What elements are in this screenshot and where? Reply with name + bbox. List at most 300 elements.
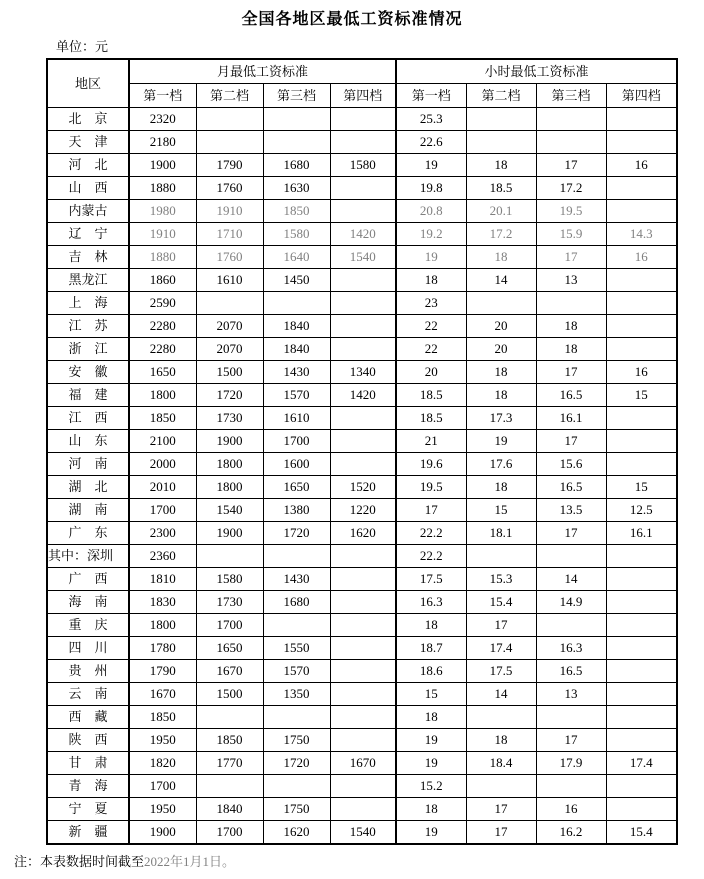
- hourly-tier-2-cell: 18: [466, 476, 536, 499]
- monthly-tier-3-cell: 1610: [263, 407, 330, 430]
- hourly-tier-4-cell: 15.4: [606, 821, 677, 845]
- monthly-tier-4-cell: 1220: [330, 499, 396, 522]
- monthly-tier-2-cell: 1900: [196, 522, 263, 545]
- monthly-tier-4-cell: [330, 591, 396, 614]
- hourly-tier-3-cell: 16.2: [536, 821, 606, 845]
- monthly-tier-3-cell: 1430: [263, 568, 330, 591]
- hourly-tier-4-cell: 15: [606, 476, 677, 499]
- hourly-tier-4-cell: [606, 338, 677, 361]
- table-row: [47, 683, 677, 706]
- region-cell: 湖 北: [47, 476, 129, 499]
- region-cell: 辽 宁: [47, 223, 129, 246]
- region-cell: 湖 南: [47, 499, 129, 522]
- hourly-tier-2-cell: 17: [466, 821, 536, 845]
- hourly-tier-3-cell: 16.1: [536, 407, 606, 430]
- hourly-tier-4-cell: [606, 131, 677, 154]
- monthly-tier-2-cell: 1610: [196, 269, 263, 292]
- monthly-tier-3-cell: 1750: [263, 729, 330, 752]
- monthly-tier-3-cell: 1650: [263, 476, 330, 499]
- hourly-tier-3-cell: [536, 775, 606, 798]
- monthly-tier-1-cell: 2280: [129, 315, 196, 338]
- table-row: [47, 752, 677, 775]
- hourly-tier-1-cell: 22.2: [396, 522, 466, 545]
- monthly-tier-1-cell: 1800: [129, 614, 196, 637]
- monthly-tier-4-cell: 1520: [330, 476, 396, 499]
- monthly-tier-3-cell: 1700: [263, 430, 330, 453]
- monthly-tier-4-cell: [330, 660, 396, 683]
- monthly-tier-1-cell: 1700: [129, 775, 196, 798]
- monthly-tier-3-cell: [263, 706, 330, 729]
- monthly-tier-3-cell: 1720: [263, 752, 330, 775]
- hourly-tier-2-cell: 20: [466, 315, 536, 338]
- table-row: [47, 476, 677, 499]
- hourly-tier-4-cell: [606, 407, 677, 430]
- monthly-tier-4-cell: 1420: [330, 384, 396, 407]
- table-row: [47, 614, 677, 637]
- monthly-tier-4-cell: [330, 729, 396, 752]
- monthly-tier-4-cell: [330, 683, 396, 706]
- monthly-tier-2-cell: 2070: [196, 338, 263, 361]
- hourly-tier-3-cell: 17.2: [536, 177, 606, 200]
- region-cell: 天 津: [47, 131, 129, 154]
- hourly-tier-3-cell: 17.9: [536, 752, 606, 775]
- monthly-tier-1-cell: 2000: [129, 453, 196, 476]
- monthly-tier-1-cell: 1650: [129, 361, 196, 384]
- hourly-tier-1-cell: 19: [396, 729, 466, 752]
- hourly-tier-1-cell: 18.5: [396, 384, 466, 407]
- hourly-tier-1-cell: 15: [396, 683, 466, 706]
- hourly-tier-1-cell: 22: [396, 338, 466, 361]
- hourly-tier-4-cell: 16: [606, 246, 677, 269]
- header-row-tiers: [47, 84, 677, 108]
- region-cell: 宁 夏: [47, 798, 129, 821]
- hourly-tier-1-cell: 19: [396, 821, 466, 845]
- region-cell: 江 西: [47, 407, 129, 430]
- monthly-tier-3-cell: 1840: [263, 338, 330, 361]
- region-cell: 北 京: [47, 108, 129, 131]
- table-row: [47, 177, 677, 200]
- hourly-tier-2-cell: 18: [466, 729, 536, 752]
- monthly-tier-4-cell: [330, 430, 396, 453]
- region-cell: 福 建: [47, 384, 129, 407]
- header-hourly-tier-4: 第四档: [606, 84, 677, 108]
- hourly-tier-3-cell: [536, 706, 606, 729]
- monthly-tier-2-cell: [196, 292, 263, 315]
- region-cell: 甘 肃: [47, 752, 129, 775]
- hourly-tier-1-cell: 19.6: [396, 453, 466, 476]
- table-row: [47, 568, 677, 591]
- monthly-tier-3-cell: 1720: [263, 522, 330, 545]
- monthly-tier-4-cell: [330, 775, 396, 798]
- monthly-tier-3-cell: 1570: [263, 660, 330, 683]
- header-hourly-tier-3: 第三档: [536, 84, 606, 108]
- table-row: [47, 499, 677, 522]
- monthly-tier-1-cell: 1810: [129, 568, 196, 591]
- region-cell: 上 海: [47, 292, 129, 315]
- hourly-tier-4-cell: [606, 108, 677, 131]
- header-monthly-tier-3: 第三档: [263, 84, 330, 108]
- table-row: [47, 729, 677, 752]
- monthly-tier-3-cell: 1550: [263, 637, 330, 660]
- monthly-tier-4-cell: [330, 177, 396, 200]
- region-cell: 江 苏: [47, 315, 129, 338]
- hourly-tier-2-cell: 18: [466, 361, 536, 384]
- header-hourly-group: 小时最低工资标准: [396, 59, 677, 84]
- region-cell: 山 东: [47, 430, 129, 453]
- hourly-tier-3-cell: 13.5: [536, 499, 606, 522]
- region-cell: 山 西: [47, 177, 129, 200]
- monthly-tier-4-cell: [330, 292, 396, 315]
- hourly-tier-1-cell: 18.7: [396, 637, 466, 660]
- hourly-tier-1-cell: 22: [396, 315, 466, 338]
- monthly-tier-1-cell: 1950: [129, 798, 196, 821]
- monthly-tier-3-cell: 1580: [263, 223, 330, 246]
- hourly-tier-1-cell: 19.5: [396, 476, 466, 499]
- monthly-tier-2-cell: [196, 775, 263, 798]
- header-hourly-tier-2: 第二档: [466, 84, 536, 108]
- unit-label: 单位：元: [56, 39, 109, 54]
- monthly-tier-2-cell: 1910: [196, 200, 263, 223]
- table-row: [47, 522, 677, 545]
- monthly-tier-1-cell: 1820: [129, 752, 196, 775]
- table-row: [47, 292, 677, 315]
- monthly-tier-1-cell: 1700: [129, 499, 196, 522]
- monthly-tier-4-cell: 1540: [330, 821, 396, 845]
- table-row: [47, 453, 677, 476]
- monthly-tier-4-cell: 1670: [330, 752, 396, 775]
- monthly-tier-4-cell: [330, 407, 396, 430]
- hourly-tier-1-cell: 25.3: [396, 108, 466, 131]
- monthly-tier-3-cell: [263, 108, 330, 131]
- hourly-tier-3-cell: 17: [536, 729, 606, 752]
- table-row: [47, 660, 677, 683]
- header-monthly-tier-4: 第四档: [330, 84, 396, 108]
- hourly-tier-1-cell: 19.8: [396, 177, 466, 200]
- monthly-tier-3-cell: 1840: [263, 315, 330, 338]
- monthly-tier-4-cell: [330, 798, 396, 821]
- table-row: [47, 246, 677, 269]
- region-cell: 陕 西: [47, 729, 129, 752]
- hourly-tier-1-cell: 18: [396, 269, 466, 292]
- hourly-tier-4-cell: [606, 292, 677, 315]
- monthly-tier-2-cell: [196, 108, 263, 131]
- monthly-tier-3-cell: 1570: [263, 384, 330, 407]
- monthly-tier-4-cell: 1540: [330, 246, 396, 269]
- monthly-tier-2-cell: 1840: [196, 798, 263, 821]
- monthly-tier-4-cell: 1580: [330, 154, 396, 177]
- hourly-tier-4-cell: 15: [606, 384, 677, 407]
- monthly-tier-3-cell: [263, 775, 330, 798]
- table-row: [47, 591, 677, 614]
- monthly-tier-2-cell: 1900: [196, 430, 263, 453]
- hourly-tier-3-cell: [536, 545, 606, 568]
- region-cell: 青 海: [47, 775, 129, 798]
- monthly-tier-4-cell: [330, 568, 396, 591]
- monthly-tier-4-cell: 1620: [330, 522, 396, 545]
- monthly-tier-2-cell: 1730: [196, 591, 263, 614]
- table-row: [47, 223, 677, 246]
- wage-table: [46, 58, 678, 845]
- monthly-tier-2-cell: [196, 131, 263, 154]
- monthly-tier-3-cell: 1620: [263, 821, 330, 845]
- monthly-tier-4-cell: [330, 637, 396, 660]
- header-row-groups: [47, 59, 677, 84]
- hourly-tier-1-cell: 22.2: [396, 545, 466, 568]
- monthly-tier-4-cell: [330, 614, 396, 637]
- hourly-tier-3-cell: 17: [536, 522, 606, 545]
- footnote-date: 2022年1月1日。: [144, 854, 236, 869]
- hourly-tier-2-cell: [466, 545, 536, 568]
- hourly-tier-4-cell: 16: [606, 361, 677, 384]
- monthly-tier-1-cell: 1900: [129, 154, 196, 177]
- hourly-tier-1-cell: 19: [396, 752, 466, 775]
- region-cell: 吉 林: [47, 246, 129, 269]
- hourly-tier-3-cell: 16.3: [536, 637, 606, 660]
- monthly-tier-2-cell: [196, 706, 263, 729]
- monthly-tier-1-cell: 1850: [129, 706, 196, 729]
- header-region: 地区: [47, 59, 129, 108]
- monthly-tier-1-cell: 2280: [129, 338, 196, 361]
- monthly-tier-1-cell: 2590: [129, 292, 196, 315]
- hourly-tier-1-cell: 17: [396, 499, 466, 522]
- monthly-tier-2-cell: 1500: [196, 361, 263, 384]
- monthly-tier-1-cell: 1950: [129, 729, 196, 752]
- hourly-tier-3-cell: [536, 108, 606, 131]
- monthly-tier-2-cell: 1540: [196, 499, 263, 522]
- monthly-tier-1-cell: 1910: [129, 223, 196, 246]
- hourly-tier-3-cell: 16.5: [536, 660, 606, 683]
- monthly-tier-3-cell: 1600: [263, 453, 330, 476]
- monthly-tier-4-cell: [330, 706, 396, 729]
- hourly-tier-3-cell: 13: [536, 683, 606, 706]
- header-monthly-tier-2: 第二档: [196, 84, 263, 108]
- hourly-tier-2-cell: 17.5: [466, 660, 536, 683]
- monthly-tier-4-cell: 1340: [330, 361, 396, 384]
- hourly-tier-3-cell: 17: [536, 430, 606, 453]
- hourly-tier-4-cell: [606, 430, 677, 453]
- monthly-tier-2-cell: 1650: [196, 637, 263, 660]
- monthly-tier-1-cell: 2360: [129, 545, 196, 568]
- hourly-tier-4-cell: [606, 614, 677, 637]
- hourly-tier-2-cell: 14: [466, 269, 536, 292]
- table-row: [47, 361, 677, 384]
- monthly-tier-3-cell: 1850: [263, 200, 330, 223]
- monthly-tier-2-cell: 1790: [196, 154, 263, 177]
- hourly-tier-1-cell: 20: [396, 361, 466, 384]
- monthly-tier-1-cell: 1880: [129, 177, 196, 200]
- hourly-tier-3-cell: 15.6: [536, 453, 606, 476]
- region-cell: 浙 江: [47, 338, 129, 361]
- hourly-tier-4-cell: [606, 637, 677, 660]
- page-title: 全国各地区最低工资标准情况: [241, 11, 463, 28]
- monthly-tier-1-cell: 1980: [129, 200, 196, 223]
- hourly-tier-2-cell: [466, 131, 536, 154]
- table-row: [47, 108, 677, 131]
- monthly-tier-1-cell: 2100: [129, 430, 196, 453]
- monthly-tier-2-cell: 1670: [196, 660, 263, 683]
- monthly-tier-4-cell: [330, 200, 396, 223]
- header-hourly-tier-1: 第一档: [396, 84, 466, 108]
- hourly-tier-3-cell: 16.5: [536, 476, 606, 499]
- hourly-tier-2-cell: 18: [466, 384, 536, 407]
- hourly-tier-4-cell: 17.4: [606, 752, 677, 775]
- hourly-tier-4-cell: [606, 545, 677, 568]
- hourly-tier-4-cell: [606, 269, 677, 292]
- monthly-tier-4-cell: 1420: [330, 223, 396, 246]
- monthly-tier-1-cell: 2010: [129, 476, 196, 499]
- hourly-tier-3-cell: 16.5: [536, 384, 606, 407]
- monthly-tier-4-cell: [330, 108, 396, 131]
- hourly-tier-4-cell: 14.3: [606, 223, 677, 246]
- hourly-tier-4-cell: 16.1: [606, 522, 677, 545]
- hourly-tier-2-cell: 17: [466, 614, 536, 637]
- hourly-tier-2-cell: 20.1: [466, 200, 536, 223]
- monthly-tier-1-cell: 1900: [129, 821, 196, 845]
- hourly-tier-3-cell: 16: [536, 798, 606, 821]
- table-row: [47, 430, 677, 453]
- footnote-prefix: 注：本表数据时间截至: [14, 854, 145, 869]
- hourly-tier-2-cell: 17: [466, 798, 536, 821]
- hourly-tier-4-cell: [606, 775, 677, 798]
- monthly-tier-1-cell: 1860: [129, 269, 196, 292]
- hourly-tier-3-cell: 15.9: [536, 223, 606, 246]
- hourly-tier-2-cell: 18.4: [466, 752, 536, 775]
- monthly-tier-2-cell: 1760: [196, 177, 263, 200]
- hourly-tier-2-cell: 15.3: [466, 568, 536, 591]
- header-monthly-group: 月最低工资标准: [129, 59, 396, 84]
- table-row: [47, 154, 677, 177]
- monthly-tier-4-cell: [330, 545, 396, 568]
- region-cell: 黑龙江: [47, 269, 129, 292]
- region-cell: 河 北: [47, 154, 129, 177]
- hourly-tier-4-cell: [606, 729, 677, 752]
- region-cell: 重 庆: [47, 614, 129, 637]
- hourly-tier-1-cell: 20.8: [396, 200, 466, 223]
- hourly-tier-1-cell: 21: [396, 430, 466, 453]
- hourly-tier-3-cell: [536, 131, 606, 154]
- hourly-tier-2-cell: 17.3: [466, 407, 536, 430]
- monthly-tier-1-cell: 2300: [129, 522, 196, 545]
- hourly-tier-3-cell: 17: [536, 246, 606, 269]
- hourly-tier-3-cell: [536, 292, 606, 315]
- monthly-tier-2-cell: 1700: [196, 614, 263, 637]
- region-cell: 其中：深圳: [47, 545, 129, 568]
- monthly-tier-3-cell: 1680: [263, 154, 330, 177]
- hourly-tier-2-cell: [466, 292, 536, 315]
- hourly-tier-2-cell: [466, 775, 536, 798]
- hourly-tier-1-cell: 18: [396, 798, 466, 821]
- monthly-tier-3-cell: 1750: [263, 798, 330, 821]
- monthly-tier-4-cell: [330, 269, 396, 292]
- region-cell: 海 南: [47, 591, 129, 614]
- monthly-tier-1-cell: 1790: [129, 660, 196, 683]
- region-cell: 贵 州: [47, 660, 129, 683]
- table-row: [47, 407, 677, 430]
- hourly-tier-4-cell: [606, 315, 677, 338]
- monthly-tier-1-cell: 2320: [129, 108, 196, 131]
- monthly-tier-3-cell: 1630: [263, 177, 330, 200]
- hourly-tier-3-cell: 17: [536, 361, 606, 384]
- hourly-tier-1-cell: 19: [396, 246, 466, 269]
- hourly-tier-1-cell: 22.6: [396, 131, 466, 154]
- hourly-tier-4-cell: [606, 177, 677, 200]
- hourly-tier-1-cell: 23: [396, 292, 466, 315]
- monthly-tier-2-cell: 1720: [196, 384, 263, 407]
- monthly-tier-2-cell: 1760: [196, 246, 263, 269]
- hourly-tier-1-cell: 19.2: [396, 223, 466, 246]
- monthly-tier-4-cell: [330, 315, 396, 338]
- region-cell: 云 南: [47, 683, 129, 706]
- monthly-tier-4-cell: [330, 338, 396, 361]
- table-row: [47, 706, 677, 729]
- hourly-tier-2-cell: 18.5: [466, 177, 536, 200]
- header-monthly-tier-1: 第一档: [129, 84, 196, 108]
- monthly-tier-2-cell: 1800: [196, 476, 263, 499]
- hourly-tier-4-cell: [606, 200, 677, 223]
- hourly-tier-2-cell: 17.6: [466, 453, 536, 476]
- monthly-tier-1-cell: 1830: [129, 591, 196, 614]
- monthly-tier-4-cell: [330, 453, 396, 476]
- region-cell: 安 徽: [47, 361, 129, 384]
- hourly-tier-3-cell: 17: [536, 154, 606, 177]
- hourly-tier-2-cell: 15: [466, 499, 536, 522]
- monthly-tier-1-cell: 2180: [129, 131, 196, 154]
- region-cell: 新 疆: [47, 821, 129, 845]
- table-row: [47, 545, 677, 568]
- table-header: [47, 59, 677, 108]
- region-cell: 西 藏: [47, 706, 129, 729]
- monthly-tier-1-cell: 1850: [129, 407, 196, 430]
- hourly-tier-1-cell: 18.5: [396, 407, 466, 430]
- monthly-tier-1-cell: 1670: [129, 683, 196, 706]
- table-row: [47, 269, 677, 292]
- hourly-tier-2-cell: 18: [466, 246, 536, 269]
- monthly-tier-1-cell: 1880: [129, 246, 196, 269]
- hourly-tier-1-cell: 17.5: [396, 568, 466, 591]
- monthly-tier-2-cell: 2070: [196, 315, 263, 338]
- hourly-tier-2-cell: [466, 706, 536, 729]
- table-row: [47, 637, 677, 660]
- hourly-tier-3-cell: 13: [536, 269, 606, 292]
- hourly-tier-4-cell: [606, 683, 677, 706]
- table-row: [47, 315, 677, 338]
- hourly-tier-4-cell: [606, 591, 677, 614]
- hourly-tier-4-cell: [606, 453, 677, 476]
- monthly-tier-2-cell: 1700: [196, 821, 263, 845]
- monthly-tier-1-cell: 1780: [129, 637, 196, 660]
- hourly-tier-1-cell: 19: [396, 154, 466, 177]
- region-cell: 河 南: [47, 453, 129, 476]
- hourly-tier-3-cell: 18: [536, 315, 606, 338]
- footnote: [14, 851, 704, 870]
- hourly-tier-3-cell: 14: [536, 568, 606, 591]
- monthly-tier-2-cell: 1580: [196, 568, 263, 591]
- monthly-tier-2-cell: 1710: [196, 223, 263, 246]
- region-cell: 四 川: [47, 637, 129, 660]
- hourly-tier-2-cell: 20: [466, 338, 536, 361]
- monthly-tier-2-cell: 1500: [196, 683, 263, 706]
- hourly-tier-2-cell: 17.2: [466, 223, 536, 246]
- monthly-tier-3-cell: 1640: [263, 246, 330, 269]
- hourly-tier-3-cell: 19.5: [536, 200, 606, 223]
- monthly-tier-3-cell: [263, 292, 330, 315]
- hourly-tier-4-cell: [606, 568, 677, 591]
- hourly-tier-1-cell: 18: [396, 706, 466, 729]
- region-cell: 内蒙古: [47, 200, 129, 223]
- region-cell: 广 东: [47, 522, 129, 545]
- monthly-tier-1-cell: 1800: [129, 384, 196, 407]
- monthly-tier-3-cell: 1380: [263, 499, 330, 522]
